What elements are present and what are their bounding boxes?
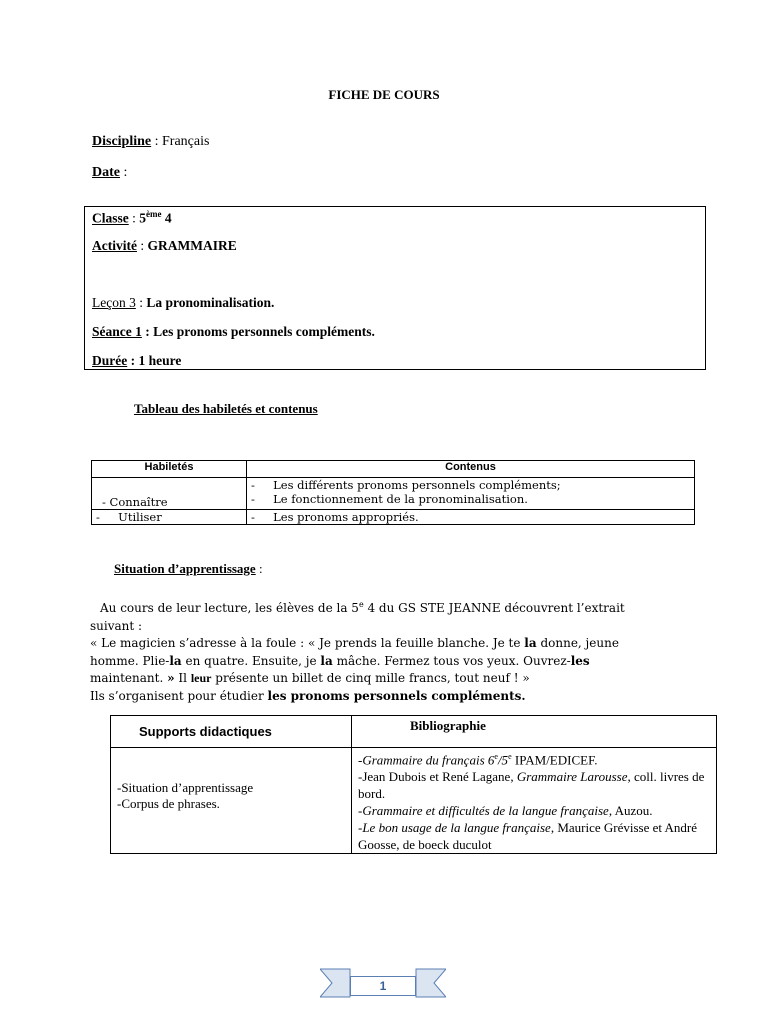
duree-label: Durée xyxy=(92,353,128,368)
habilete-connaitre: - Connaître xyxy=(102,495,168,509)
activite-line: Activité : GRAMMAIRE xyxy=(92,238,237,253)
supports-header: Supports didactiques xyxy=(111,716,352,748)
support-item: -Situation d’apprentissage xyxy=(117,780,254,795)
contenus-cell: - Les pronoms appropriés. xyxy=(247,510,695,525)
supports-content-row xyxy=(111,748,717,854)
biblio-item: -Grammaire et difficultés de la langue française, Auzou. xyxy=(358,803,653,819)
situation-paragraph-1: Au cours de leur lecture, les élèves de la 5e 4 du GS STE JEANNE découvrent l’extrait suivant : xyxy=(90,600,625,633)
contenu-item: - Les différents pronoms personnels compléments; xyxy=(251,478,561,492)
situation-text xyxy=(90,596,660,705)
biblio-header: Bibliographie xyxy=(352,716,717,748)
habilete-utiliser: Utiliser xyxy=(118,510,162,524)
biblio-item: -Jean Dubois et René Lagane, Grammaire Larousse, coll. livres de bord. xyxy=(358,769,705,802)
biblio-item: -Le bon usage de la langue française, Maurice Grévisse et André Goosse, de boeck duculot xyxy=(358,820,698,853)
biblio-item: -Grammaire du français 6e/5e IPAM/EDICEF. xyxy=(358,752,598,768)
situation-title: Situation d’apprentissage xyxy=(114,561,256,576)
classe-value: 5 xyxy=(139,210,147,226)
seance-label: Séance 1 xyxy=(92,324,142,339)
activite-label: Activité xyxy=(92,238,137,253)
classe-label: Classe xyxy=(92,210,129,226)
habilete-cell xyxy=(92,478,247,510)
lecon-line: Leçon 3 : La pronominalisation. xyxy=(92,295,275,310)
supports-header-row xyxy=(111,716,717,748)
seance-value: : Les pronoms personnels compléments. xyxy=(141,324,375,339)
habiletes-table xyxy=(91,460,695,525)
classe-line: Classe : 5ème 4 xyxy=(92,209,172,226)
discipline-sep: : xyxy=(151,134,163,149)
header-contenus: Contenus xyxy=(247,461,695,478)
document-title: FICHE DE COURS xyxy=(328,87,440,102)
contenus-cell xyxy=(247,478,695,510)
habiletes-header-row xyxy=(92,461,695,478)
contenu-item: Les pronoms appropriés. xyxy=(273,510,419,524)
supports-cell xyxy=(111,748,352,854)
discipline-value: Français xyxy=(162,134,210,149)
habilete-cell: - Utiliser xyxy=(92,510,247,525)
biblio-cell xyxy=(352,748,717,854)
contenu-item: - Le fonctionnement de la pronominalisation. xyxy=(251,492,528,506)
duree-line xyxy=(92,353,181,369)
discipline-label: Discipline xyxy=(92,134,152,149)
support-item: -Corpus de phrases. xyxy=(117,796,220,811)
table-row xyxy=(92,478,695,510)
situation-heading: Situation d’apprentissage : xyxy=(114,561,263,576)
classe-sup: ème xyxy=(146,209,162,219)
supports-table xyxy=(110,715,717,854)
date-sep: : xyxy=(120,165,128,180)
duree-value: : 1 heure xyxy=(127,353,182,368)
date-line xyxy=(92,165,127,181)
course-info-box xyxy=(84,206,706,370)
situation-quote: « Le magicien s’adresse à la foule : « Je prends la feuille blanche. Je te la donne, jeune homme. Plie-la en quatre. Ensuite, je la mâche. Fermez tous vos yeux. Ouvrez-les maintenant. » Il leur présente un billet de cinq mille francs, tout neuf ! » xyxy=(90,636,619,685)
lecon-label: Leçon 3 xyxy=(92,295,136,310)
lecon-value: La pronominalisation. xyxy=(146,295,275,310)
classe-num: 4 xyxy=(161,210,172,226)
table-row xyxy=(92,510,695,525)
seance-line xyxy=(92,324,375,340)
page-number: 1 xyxy=(350,976,416,996)
page-footer xyxy=(320,965,446,1005)
tableau-title: Tableau des habiletés et contenus xyxy=(134,401,318,416)
activite-value: GRAMMAIRE xyxy=(147,238,237,253)
date-label: Date xyxy=(92,165,120,180)
discipline-line xyxy=(92,134,209,150)
situation-paragraph-2: Ils s’organisent pour étudier les pronoms personnels compléments. xyxy=(90,688,526,703)
header-habiletes: Habiletés xyxy=(92,461,247,478)
